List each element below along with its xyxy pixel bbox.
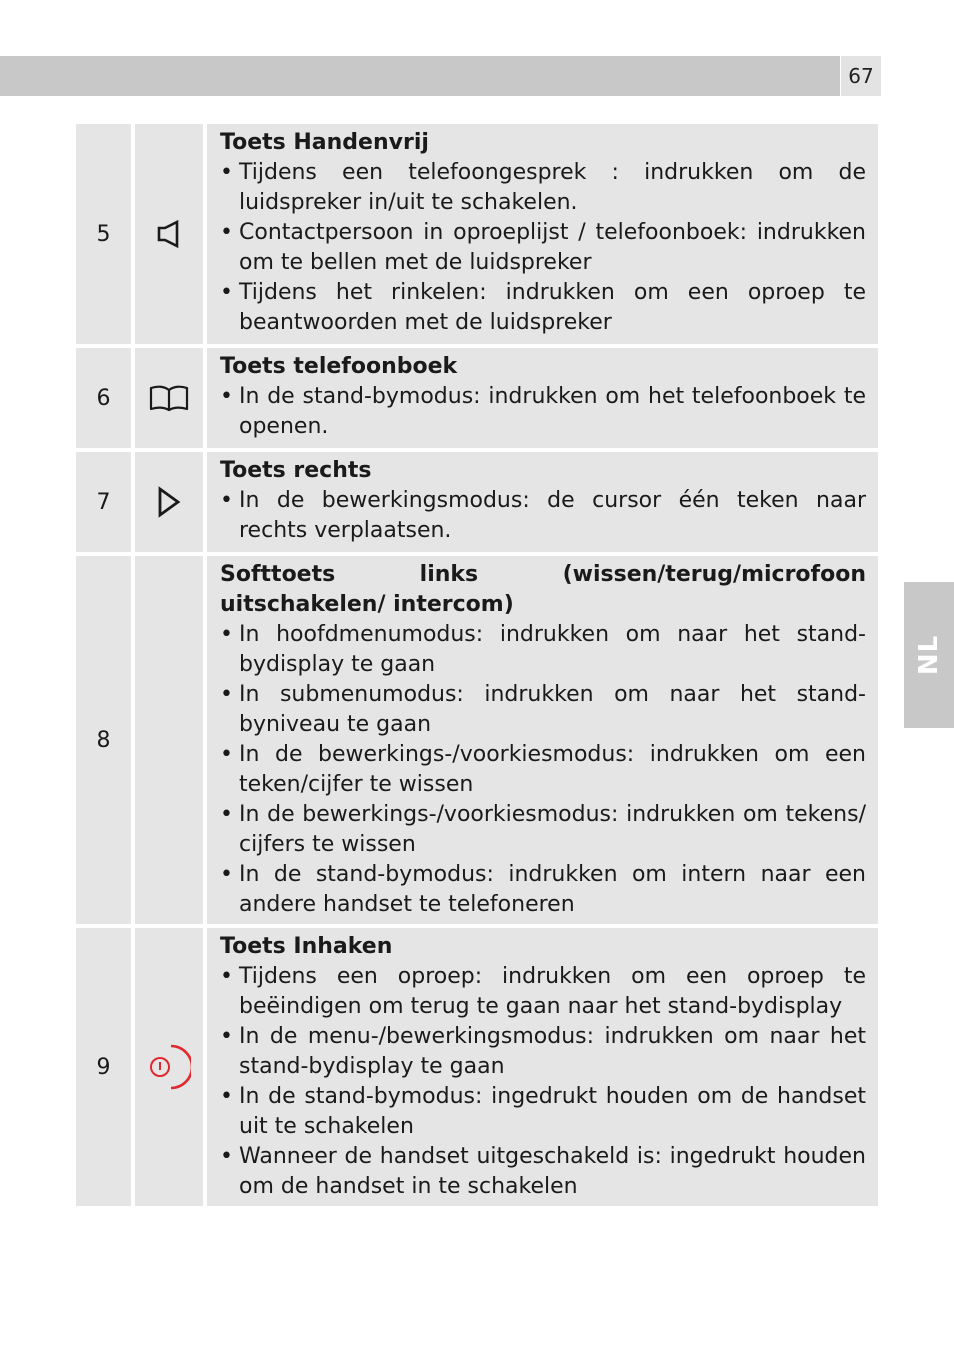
key-number: 7	[76, 452, 131, 552]
key-title: Toets Inhaken	[220, 934, 393, 959]
list-item: • In de stand-bymodus: ingedrukt houden om de handset uit te schakelen	[220, 1082, 866, 1142]
list-item: • In de stand-bymodus: indrukken om het telefoonboek te openen.	[220, 382, 866, 442]
bullet-list	[220, 158, 866, 338]
table-row-5	[76, 124, 878, 344]
list-item: • In de bewerkingsmodus: de cursor één teken naar rechts verplaatsen.	[220, 486, 866, 546]
bullet-list	[220, 486, 866, 546]
list-item: • In de bewerkings-/voorkiesmodus: indrukken om tekens/ cijfers te wissen	[220, 800, 866, 860]
key-number: 5	[76, 124, 131, 344]
bullet-list	[220, 962, 866, 1202]
table-row-9	[76, 928, 878, 1206]
header-bar	[0, 56, 840, 96]
key-description	[207, 452, 878, 552]
page-number: 67	[841, 56, 881, 96]
empty-icon-cell	[135, 556, 203, 924]
table-row-8	[76, 556, 878, 924]
list-item: • Tijdens het rinkelen: indrukken om een oproep te beantwoorden met de luidspreker	[220, 278, 866, 338]
key-description	[207, 556, 878, 924]
speaker-icon	[155, 219, 183, 249]
key-number: 9	[76, 928, 131, 1206]
list-item: • In submenumodus: indrukken om naar het stand-byniveau te gaan	[220, 680, 866, 740]
table-row-6	[76, 348, 878, 448]
list-item: • Wanneer de handset uitgeschakeld is: ingedrukt houden om de handset in te schakelen	[220, 1142, 866, 1202]
book-icon	[148, 383, 190, 413]
key-description-table	[76, 124, 878, 1210]
table-row-7	[76, 452, 878, 552]
list-item: • Tijdens een oproep: indrukken om een oproep te beëindigen om terug te gaan naar het stand-bydisplay	[220, 962, 866, 1022]
language-tab-label: NL	[914, 634, 944, 676]
key-title: Toets Handenvrij	[220, 130, 429, 155]
language-tab	[904, 582, 954, 728]
right-arrow-icon	[156, 486, 182, 518]
key-description	[207, 928, 878, 1206]
list-item: • Tijdens een telefoongesprek : indrukken om de luidspreker in/uit te schakelen.	[220, 158, 866, 218]
power-end-call-icon	[147, 1043, 191, 1091]
list-item: • In de stand-bymodus: indrukken om intern naar een andere handset te telefoneren	[220, 860, 866, 920]
list-item: • Contactpersoon in oproeplijst / telefoonboek: indrukken om te bellen met de luidspreker	[220, 218, 866, 278]
key-title: Softtoets links (wissen/terug/microfoon uitschakelen/ intercom)	[220, 562, 866, 617]
key-number: 6	[76, 348, 131, 448]
bullet-list	[220, 382, 866, 442]
list-item: • In hoofdmenumodus: indrukken om naar het stand-bydisplay te gaan	[220, 620, 866, 680]
key-description	[207, 124, 878, 344]
key-description	[207, 348, 878, 448]
key-title: Toets telefoonboek	[220, 354, 458, 379]
list-item: • In de menu-/bewerkingsmodus: indrukken om naar het stand-bydisplay te gaan	[220, 1022, 866, 1082]
bullet-list	[220, 620, 866, 920]
list-item: • In de bewerkings-/voorkiesmodus: indrukken om een teken/cijfer te wissen	[220, 740, 866, 800]
key-number: 8	[76, 556, 131, 924]
key-title: Toets rechts	[220, 458, 372, 483]
